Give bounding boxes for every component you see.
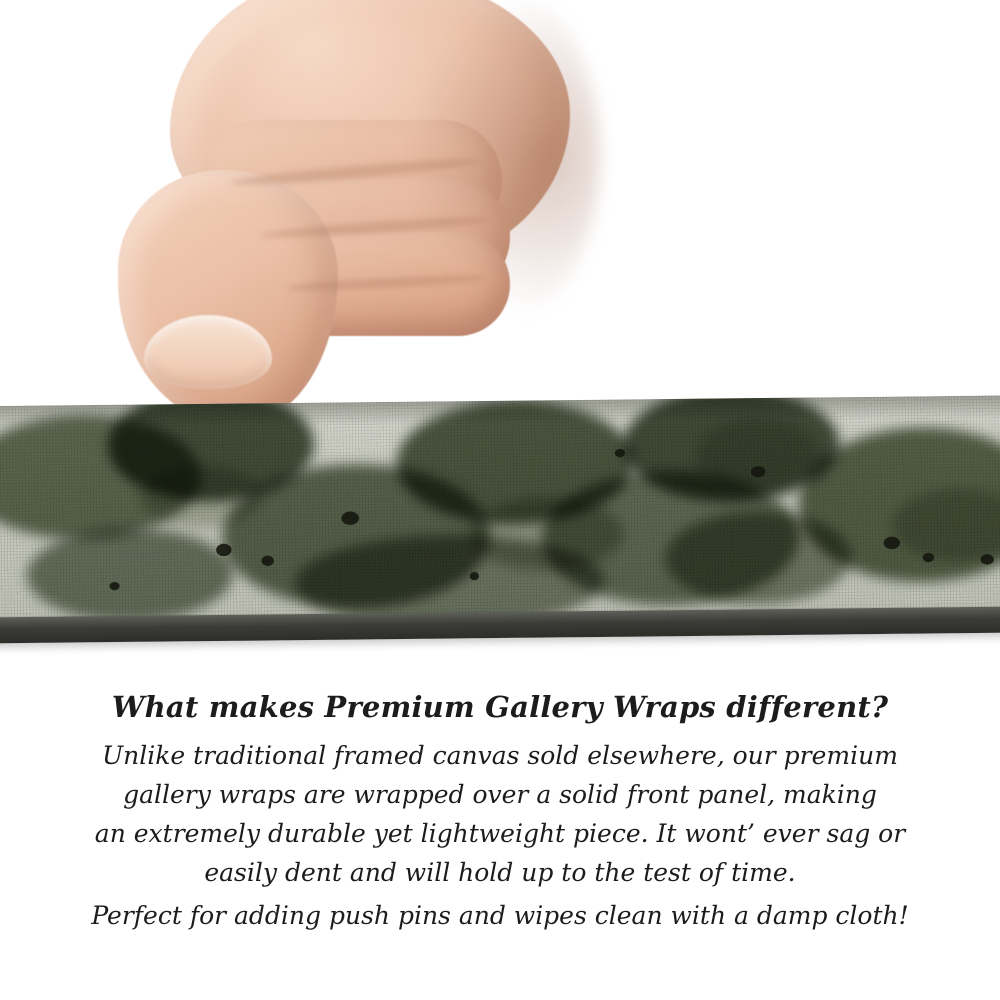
caption-block	[0, 690, 1000, 935]
canvas-wrap-edge-strip	[0, 395, 1000, 626]
hand-photo	[110, 0, 580, 430]
canvas-dark-speck	[470, 572, 479, 580]
caption-line-2: gallery wraps are wrapped over a solid front panel, making	[123, 780, 877, 809]
caption-title: What makes Premium Gallery Wraps different?	[111, 690, 889, 724]
canvas-dark-speck	[615, 449, 625, 457]
caption-line-3: an extremely durable yet lightweight piece. It wont’ ever sag or	[94, 819, 906, 848]
canvas-paint-splotch	[26, 527, 233, 622]
caption-final-line: Perfect for adding push pins and wipes clean with a damp cloth!	[91, 901, 909, 930]
canvas-dark-speck	[751, 466, 766, 477]
canvas-dark-speck	[216, 544, 232, 557]
canvas-dark-speck	[261, 556, 273, 566]
canvas-paint-splotch	[665, 510, 851, 605]
caption-line-1: Unlike traditional framed canvas sold elsewhere, our premium	[102, 741, 898, 770]
canvas-dark-speck	[109, 582, 119, 590]
canvas-dark-speck	[923, 553, 934, 562]
canvas-dark-speck	[883, 537, 900, 550]
canvas-dark-speck	[980, 554, 993, 564]
hand-shadow	[410, 0, 600, 320]
caption-line-4: easily dent and will hold up to the test of time.	[204, 858, 796, 887]
